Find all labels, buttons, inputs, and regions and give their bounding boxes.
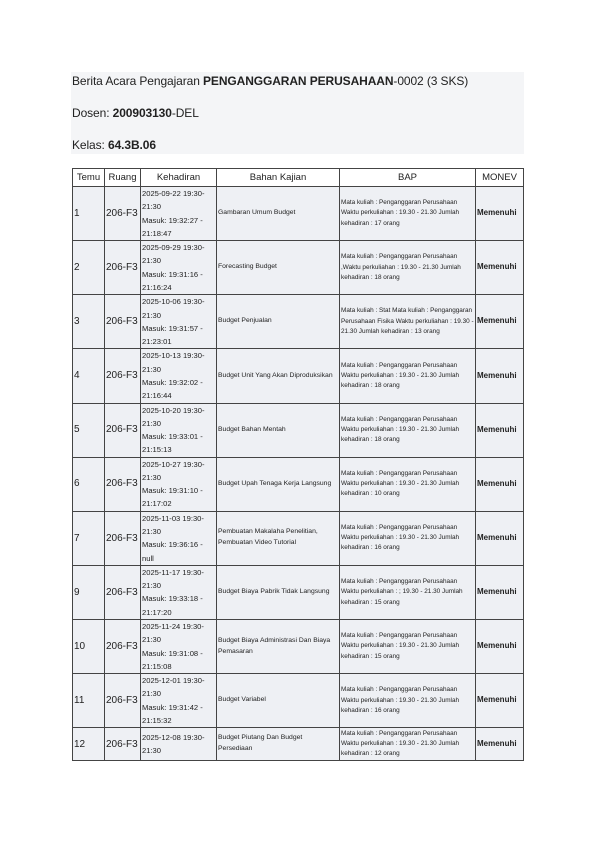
document-header (71, 72, 524, 154)
title-prefix: Berita Acara Pengajaran (72, 74, 204, 88)
column-header-temu: Temu (73, 169, 105, 187)
cell-kehadiran: 2025-11-17 19:30-21:30 Masuk: 19:33:18 - 21:17:20 (141, 565, 217, 619)
cell-bap: Mata kuliah : Penganggaran Perusahaan Waktu perkuliahan : 19.30 - 21.30 Jumlah kehadiran : 18 orang (340, 349, 476, 403)
cell-bahan-kajian: Forecasting Budget (217, 241, 340, 295)
cell-temu: 5 (73, 403, 105, 457)
cell-temu: 4 (73, 349, 105, 403)
class-label: Kelas: (72, 138, 108, 152)
cell-ruang: 206-F3 (105, 674, 141, 728)
cell-bap: Mata kuliah : Penganggaran Perusahaan Waktu perkuliahan : 19.30 - 21.30 Jumlah kehadiran : 18 orang (340, 403, 476, 457)
cell-monev: Memenuhi (476, 674, 524, 728)
cell-temu: 2 (73, 241, 105, 295)
table-row (73, 457, 524, 511)
cell-ruang: 206-F3 (105, 187, 141, 241)
cell-kehadiran: 2025-12-01 19:30-21:30 Masuk: 19:31:42 - 21:15:32 (141, 674, 217, 728)
cell-temu: 10 (73, 620, 105, 674)
column-header-ruang: Ruang (105, 169, 141, 187)
cell-bahan-kajian: Budget Penjualan (217, 295, 340, 349)
table-row (73, 511, 524, 565)
cell-ruang: 206-F3 (105, 565, 141, 619)
cell-kehadiran: 2025-09-22 19:30-21:30 Masuk: 19:32:27 - 21:18:47 (141, 187, 217, 241)
cell-bap: Mata kuliah : Stat Mata kuliah : Penganggaran Perusahaan Fisika Waktu perkuliahan : 19.30 - 21.30 Jumlah kehadiran : 13 orang (340, 295, 476, 349)
cell-temu: 7 (73, 511, 105, 565)
cell-kehadiran: 2025-10-27 19:30-21:30 Masuk: 19:31:10 - 21:17:02 (141, 457, 217, 511)
cell-monev: Memenuhi (476, 728, 524, 761)
cell-bap: Mata kuliah : Penganggaran Perusahaan Waktu perkuliahan : 19.30 - 21.30 Jumlah kehadiran : 12 orang (340, 728, 476, 761)
cell-temu: 12 (73, 728, 105, 761)
course-code: -0002 (3 SKS) (393, 74, 469, 88)
cell-kehadiran: 2025-10-20 19:30-21:30 Masuk: 19:33:01 - 21:15:13 (141, 403, 217, 457)
table-row (73, 565, 524, 619)
cell-kehadiran: 2025-10-13 19:30-21:30 Masuk: 19:32:02 - 21:16:44 (141, 349, 217, 403)
column-header-bahan-kajian: Bahan Kajian (217, 169, 340, 187)
cell-kehadiran: 2025-11-03 19:30-21:30 Masuk: 19:36:16 - null (141, 511, 217, 565)
lecturer-label: Dosen: (72, 106, 113, 120)
cell-bahan-kajian: Gambaran Umum Budget (217, 187, 340, 241)
cell-kehadiran: 2025-11-24 19:30-21:30 Masuk: 19:31:08 - 21:15:08 (141, 620, 217, 674)
cell-ruang: 206-F3 (105, 620, 141, 674)
cell-bap: Mata kuliah : Penganggaran Perusahaan Waktu perkuliahan : 19.30 - 21.30 Jumlah kehadiran : 16 orang (340, 674, 476, 728)
cell-bahan-kajian: Budget Biaya Pabrik Tidak Langsung (217, 565, 340, 619)
table-row (73, 620, 524, 674)
cell-temu: 6 (73, 457, 105, 511)
course-name: PENGANGGARAN PERUSAHAAN (203, 74, 394, 88)
cell-ruang: 206-F3 (105, 349, 141, 403)
cell-ruang: 206-F3 (105, 511, 141, 565)
cell-monev: Memenuhi (476, 187, 524, 241)
cell-monev: Memenuhi (476, 349, 524, 403)
cell-ruang: 206-F3 (105, 295, 141, 349)
cell-kehadiran: 2025-10-06 19:30-21:30 Masuk: 19:31:57 - 21:23:01 (141, 295, 217, 349)
cell-kehadiran: 2025-09-29 19:30-21:30 Masuk: 19:31:16 - 21:16:24 (141, 241, 217, 295)
lecturer-suffix: -DEL (171, 106, 199, 120)
cell-monev: Memenuhi (476, 241, 524, 295)
cell-monev: Memenuhi (476, 403, 524, 457)
class-code: 64.3B.06 (108, 138, 156, 152)
cell-ruang: 206-F3 (105, 728, 141, 761)
cell-ruang: 206-F3 (105, 457, 141, 511)
cell-ruang: 206-F3 (105, 241, 141, 295)
cell-bahan-kajian: Budget Bahan Mentah (217, 403, 340, 457)
lecturer-line (72, 106, 199, 120)
cell-temu: 9 (73, 565, 105, 619)
table-row (73, 674, 524, 728)
cell-bahan-kajian: Budget Biaya Administrasi Dan Biaya Pemasaran (217, 620, 340, 674)
cell-monev: Memenuhi (476, 295, 524, 349)
cell-monev: Memenuhi (476, 511, 524, 565)
cell-bahan-kajian: Budget Piutang Dan Budget Persediaan (217, 728, 340, 761)
cell-monev: Memenuhi (476, 457, 524, 511)
lecturer-id: 200903130 (112, 106, 172, 120)
table-row (73, 403, 524, 457)
cell-ruang: 206-F3 (105, 403, 141, 457)
cell-kehadiran: 2025-12-08 19:30-21:30 (141, 728, 217, 761)
cell-bahan-kajian: Budget Upah Tenaga Kerja Langsung (217, 457, 340, 511)
class-line (72, 138, 156, 152)
cell-temu: 11 (73, 674, 105, 728)
table-row (73, 187, 524, 241)
cell-bap: Mata kuliah : Penganggaran Perusahaan ,Waktu perkuliahan : 19.30 - 21.30 Jumlah kehadiran : 18 orang (340, 241, 476, 295)
column-header-bap: BAP (340, 169, 476, 187)
cell-bap: Mata kuliah : Penganggaran Perusahaan Waktu perkuliahan : 19.30 - 21.30 Jumlah kehadiran : 17 orang (340, 187, 476, 241)
table-row (73, 349, 524, 403)
cell-bap: Mata kuliah : Penganggaran Perusahaan Waktu perkuliahan : ; 19.30 - 21.30 Jumlah kehadiran : 15 orang (340, 565, 476, 619)
cell-bap: Mata kuliah : Penganggaran Perusahaan Waktu perkuliahan : 19.30 - 21.30 Jumlah kehadiran : 10 orang (340, 457, 476, 511)
cell-bahan-kajian: Budget Unit Yang Akan Diproduksikan (217, 349, 340, 403)
table-header-row (73, 169, 524, 187)
cell-monev: Memenuhi (476, 565, 524, 619)
table-row (73, 241, 524, 295)
teaching-report-table (72, 168, 524, 761)
cell-bap: Mata kuliah : Penganggaran Perusahaan Waktu perkuliahan : 19.30 - 21.30 Jumlah kehadiran : 16 orang (340, 511, 476, 565)
table-row (73, 295, 524, 349)
cell-bahan-kajian: Pembuatan Makalaha Penelitian, Pembuatan Video Tutorial (217, 511, 340, 565)
cell-bahan-kajian: Budget Variabel (217, 674, 340, 728)
cell-bap: Mata kuliah : Penganggaran Perusahaan Waktu perkuliahan : 19.30 - 21.30 Jumlah kehadiran : 15 orang (340, 620, 476, 674)
column-header-kehadiran: Kehadiran (141, 169, 217, 187)
table-row (73, 728, 524, 761)
column-header-monev: MONEV (476, 169, 524, 187)
cell-temu: 3 (73, 295, 105, 349)
course-title (72, 74, 468, 88)
cell-temu: 1 (73, 187, 105, 241)
cell-monev: Memenuhi (476, 620, 524, 674)
